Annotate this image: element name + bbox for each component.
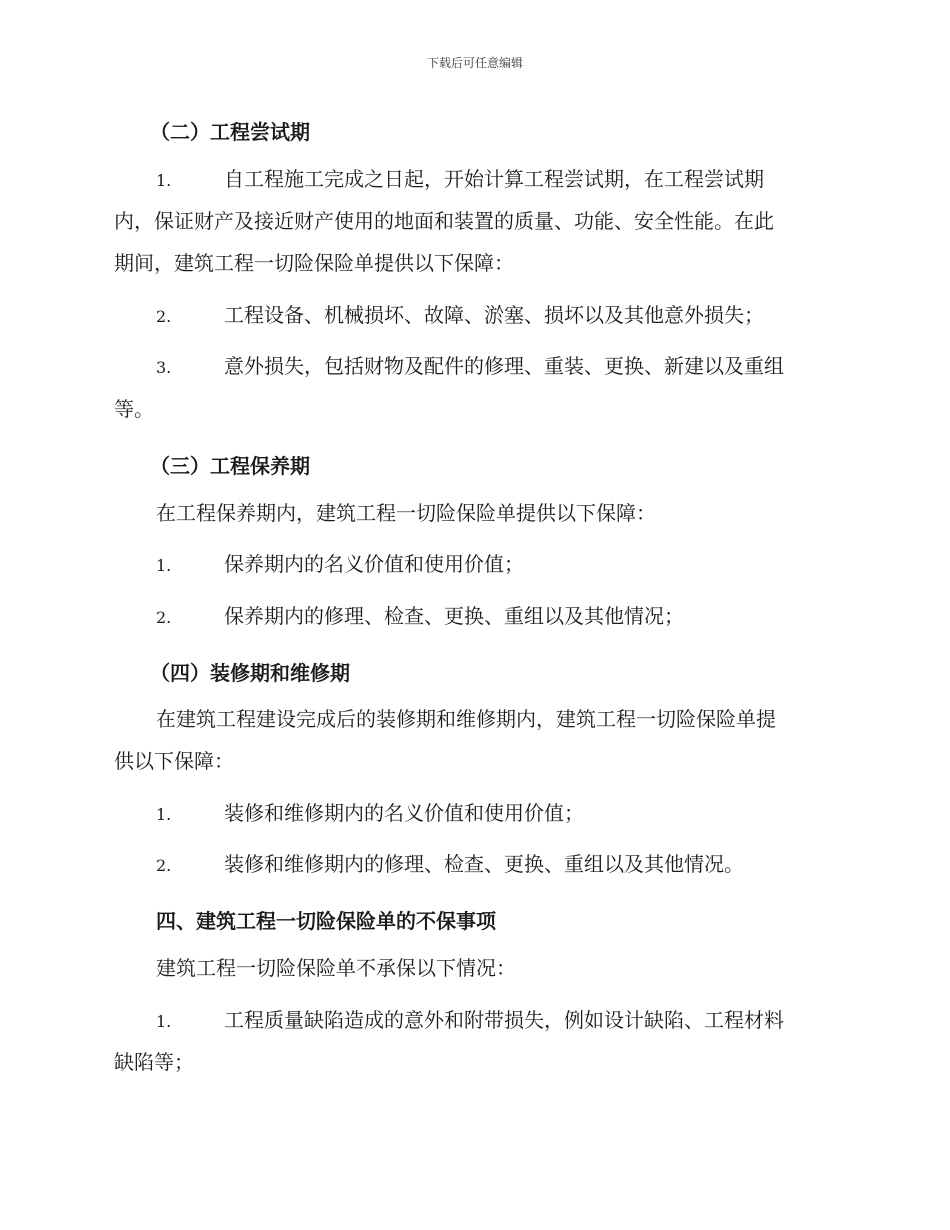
list-text: 意外损失，包括财物及配件的修理、重装、更换、新建以及重组	[224, 354, 784, 378]
list-number: 2.	[156, 856, 172, 875]
list-number: 2.	[156, 307, 172, 326]
section-heading-exclusions: 四、建筑工程一切险保险单的不保事项	[156, 909, 496, 933]
paragraph-line: 建筑工程一切险保险单不承保以下情况：	[156, 956, 516, 980]
page-header: 下载后可任意编辑	[426, 56, 523, 70]
list-item	[156, 595, 876, 639]
section-heading-trial-period: （二）工程尝试期	[150, 120, 310, 144]
list-text: 装修和维修期内的修理、检查、更换、重组以及其他情况。	[224, 852, 744, 876]
list-number: 2.	[156, 608, 172, 627]
paragraph-line: 内，保证财产及接近财产使用的地面和装置的质量、功能、安全性能。在此	[114, 209, 774, 233]
list-number: 3.	[156, 358, 172, 377]
list-number: 1.	[156, 556, 172, 575]
list-item	[156, 345, 876, 389]
paragraph-line: 等。	[114, 397, 154, 421]
list-number: 1.	[156, 805, 172, 824]
list-number: 1.	[156, 1012, 172, 1031]
list-text: 装修和维修期内的名义价值和使用价值；	[224, 801, 584, 825]
list-text: 保养期内的名义价值和使用价值；	[224, 552, 524, 576]
list-text: 自工程施工完成之日起，开始计算工程尝试期，在工程尝试期	[224, 167, 764, 191]
list-text: 保养期内的修理、检查、更换、重组以及其他情况；	[224, 604, 684, 628]
list-item	[156, 843, 876, 887]
paragraph-line: 在工程保养期内，建筑工程一切险保险单提供以下保障：	[156, 501, 656, 525]
list-text: 工程设备、机械损坏、故障、淤塞、损坏以及其他意外损失；	[224, 303, 764, 327]
list-item	[156, 294, 876, 338]
list-item	[156, 543, 876, 587]
list-item	[156, 158, 876, 202]
list-text: 工程质量缺陷造成的意外和附带损失，例如设计缺陷、工程材料	[224, 1008, 784, 1032]
paragraph-line: 期间，建筑工程一切险保险单提供以下保障：	[114, 251, 514, 275]
paragraph-line: 供以下保障：	[114, 749, 234, 773]
list-number: 1.	[156, 171, 172, 190]
paragraph-line: 在建筑工程建设完成后的装修期和维修期内，建筑工程一切险保险单提	[156, 707, 776, 731]
list-item	[156, 792, 876, 836]
list-item	[156, 999, 876, 1043]
section-heading-renovation-period: （四）装修期和维修期	[150, 661, 350, 685]
section-heading-maintenance-period: （三）工程保养期	[150, 454, 310, 478]
paragraph-line: 缺陷等；	[114, 1050, 194, 1074]
